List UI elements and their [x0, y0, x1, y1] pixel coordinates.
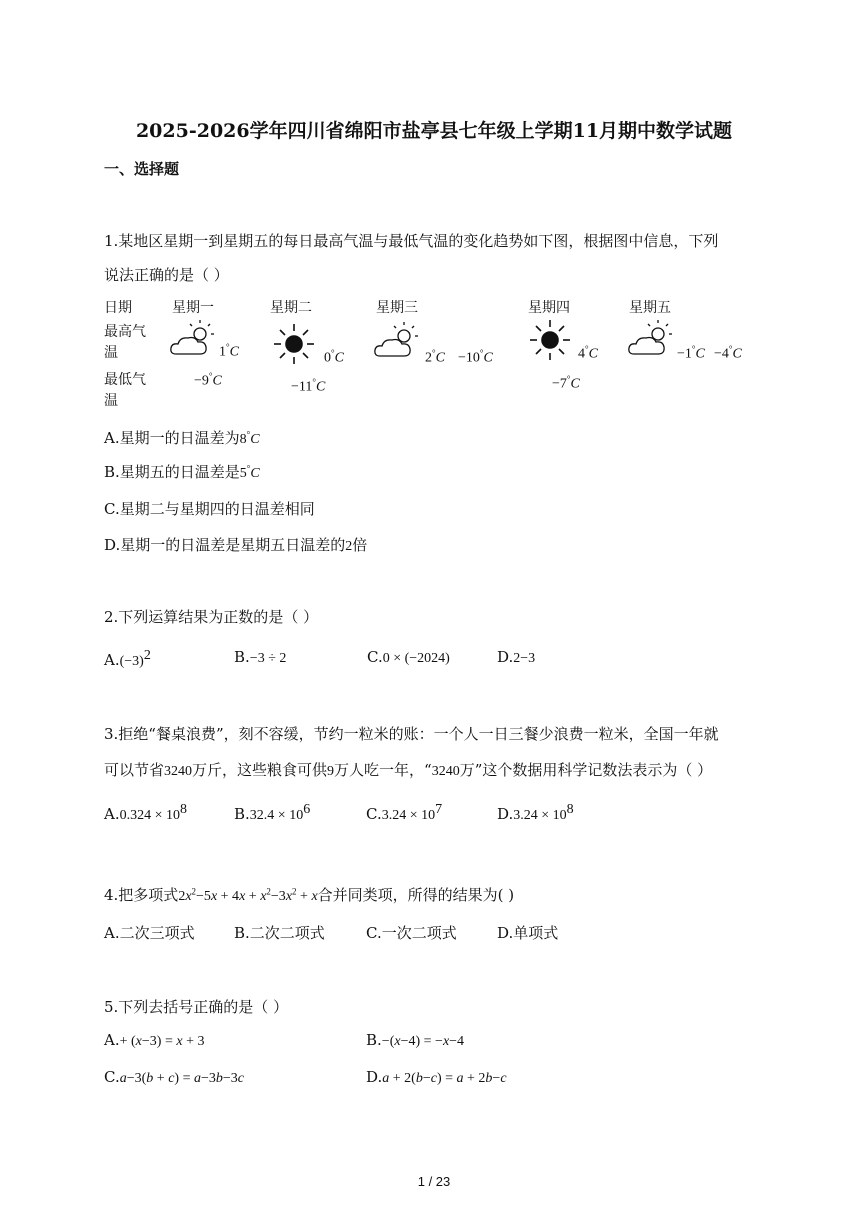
question-1-option-c[interactable]: C.星期二与星期四的日温差相同 [104, 500, 315, 518]
question-5-stem: 5.下列去括号正确的是（ ） [104, 998, 289, 1016]
day-name-wed: 星期三 [376, 300, 418, 316]
question-4-option-a[interactable]: A.二次三项式 [104, 924, 195, 942]
low-temp-tue: −11°C [291, 377, 326, 395]
question-2-option-d[interactable]: D.2−3 [497, 648, 536, 666]
cloud-sun-icon [374, 322, 422, 362]
question-5-option-c[interactable]: C.a−3(b + c) = a−3b−3c [104, 1068, 244, 1086]
section-heading: 一、选择题 [104, 160, 180, 178]
day-name-tue: 星期二 [270, 300, 312, 316]
sun-icon [272, 322, 316, 366]
question-3-option-d[interactable]: $D.3.24 \times 10^8$ [497, 802, 574, 823]
question-4-option-d[interactable]: D.单项式 [497, 924, 559, 942]
day-name-thu: 星期四 [528, 300, 570, 316]
table-head-label: 日期 [104, 300, 132, 316]
question-4-option-b[interactable]: B.二次二项式 [234, 924, 325, 942]
question-1-option-a[interactable]: A.星期一的日温差为8°C [104, 429, 260, 447]
high-temp-thu: 4°C [578, 344, 598, 362]
high-temp-fri: −1°C [677, 344, 705, 362]
question-2-stem: 2.下列运算结果为正数的是（ ） [104, 608, 319, 626]
high-temp-tue: 0°C [324, 348, 344, 366]
question-4-option-c[interactable]: C.一次二项式 [366, 924, 457, 942]
cloud-sun-icon [170, 320, 218, 360]
high-temp-mon: 1°C [219, 342, 239, 360]
row-low-label-1: 最低气 [104, 372, 146, 388]
question-1-option-b[interactable]: B.星期五的日温差是5°C [104, 463, 260, 481]
day-name-fri: 星期五 [629, 300, 671, 316]
question-2-option-c[interactable]: C.0 × (−2024) [367, 648, 450, 666]
question-2-option-b[interactable]: B.−3 ÷ 2 [234, 648, 287, 666]
low-temp-wed: −10°C [458, 348, 493, 366]
day-name-mon: 星期一 [172, 300, 214, 316]
low-temp-fri: −4°C [714, 344, 742, 362]
cloud-sun-icon [628, 320, 676, 360]
question-5-option-b[interactable]: B.−(x−4) = −x−4 [366, 1031, 465, 1049]
document-title: 2025-2026学年四川省绵阳市盐亭县七年级上学期11月期中数学试题 [135, 120, 733, 142]
question-4-stem: 4.把多项式$2x^2-5x + 4x + x^2-3x^2 + x$合并同类项，所得的结果为( ) [104, 886, 515, 904]
low-temp-mon: −9°C [194, 371, 222, 389]
question-3-stem-line2: 可以节省3240万斤，这些粮食可供9万人吃一年，“3240万”这个数据用科学记数法表示为（ ） [104, 761, 713, 779]
question-1-stem-line1: 1.某地区星期一到星期五的每日最高气温与最低气温的变化趋势如下图，根据图中信息，下列 [104, 232, 719, 250]
question-3-option-b[interactable]: $B.32.4 \times 10^6$ [234, 802, 311, 823]
row-low-label-2: 温 [104, 393, 118, 409]
low-temp-thu: −7°C [552, 374, 580, 392]
page-indicator: 1 / 23 [417, 1174, 451, 1189]
row-high-label-1: 最高气 [104, 324, 146, 340]
question-5-option-d[interactable]: D.a + 2(b−c) = a + 2b−c [366, 1068, 507, 1086]
question-3-option-c[interactable]: $C.3.24 \times 10^7$ [366, 802, 443, 823]
question-3-option-a[interactable]: $A.0.324 \times 10^8$ [104, 802, 188, 823]
sun-icon [528, 318, 572, 362]
polynomial-expression: $2x^2-5x + 4x + x^2-3x^2 + x$ [178, 886, 318, 904]
question-1-stem-line2: 说法正确的是（ ） [104, 266, 229, 284]
question-1-option-d[interactable]: D.星期一的日温差是星期五日温差的2倍 [104, 536, 368, 554]
question-5-option-a[interactable]: A.+ (x−3) = x + 3 [104, 1031, 205, 1049]
question-2-option-a[interactable]: $A.(-3)^2$ [104, 648, 151, 669]
row-high-label-2: 温 [104, 345, 118, 361]
question-3-stem-line1: 3.拒绝“餐桌浪费”，刻不容缓，节约一粒米的账：一个人一日三餐少浪费一粒米，全国一年就 [104, 725, 719, 743]
high-temp-wed: 2°C [425, 348, 445, 366]
